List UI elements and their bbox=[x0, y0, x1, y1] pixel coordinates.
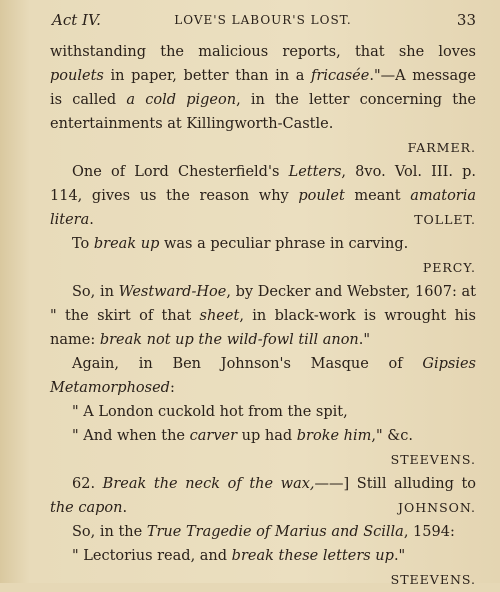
paragraph-1: withstanding the malicious reports, that she loves poulets in paper, better than in a fricasée."—A message is called a cold pigeon, in the letter concerning the entertainments at Killingworth-Castle. bbox=[50, 44, 477, 132]
paragraph-2: One of Lord Chesterfield's Letters, 8vo. Vol. III. p. 114, gives us the reason why poulet meant amatoria litera. TOLLET. bbox=[50, 160, 476, 232]
signature-steevens-2: STEEVENS. bbox=[390, 572, 476, 587]
paragraph-6: 62. Break the neck of the wax,——] Still alluding to the capon. JOHNSON. bbox=[50, 472, 476, 520]
signature-farmer: FARMER. bbox=[407, 140, 476, 155]
page-body bbox=[50, 40, 476, 592]
signature-percy: PERCY. bbox=[422, 260, 476, 275]
quote-line-3: " Lectorius read, and break these letters up." bbox=[72, 548, 406, 564]
quote-line-1: " A London cuckold hot from the spit, bbox=[72, 404, 348, 420]
running-title: LOVE'S LABOUR'S LOST. bbox=[174, 13, 352, 27]
paragraph-4: So, in Westward-Hoe, by Decker and Webster, 1607: at " the skirt of that sheet, in black-work is wrought his name: break not up the wild-fowl till anon." bbox=[50, 284, 476, 348]
page-number: 33 bbox=[456, 11, 476, 29]
signature-steevens: STEEVENS. bbox=[390, 452, 476, 467]
signature-johnson: JOHNSON. bbox=[397, 500, 476, 515]
paragraph-3: To break up was a peculiar phrase in carving. bbox=[72, 236, 409, 252]
act-label: Act IV. bbox=[52, 11, 101, 29]
running-header bbox=[50, 0, 476, 40]
paragraph-5: Again, in Ben Johnson's Masque of Gipsies Metamorphosed: bbox=[50, 356, 476, 396]
quote-line-2: " And when the carver up had broke him," &c. bbox=[72, 428, 413, 444]
signature-tollet: TOLLET. bbox=[414, 212, 476, 227]
paragraph-7: So, in the True Tragedie of Marius and Scilla, 1594: bbox=[72, 524, 455, 540]
